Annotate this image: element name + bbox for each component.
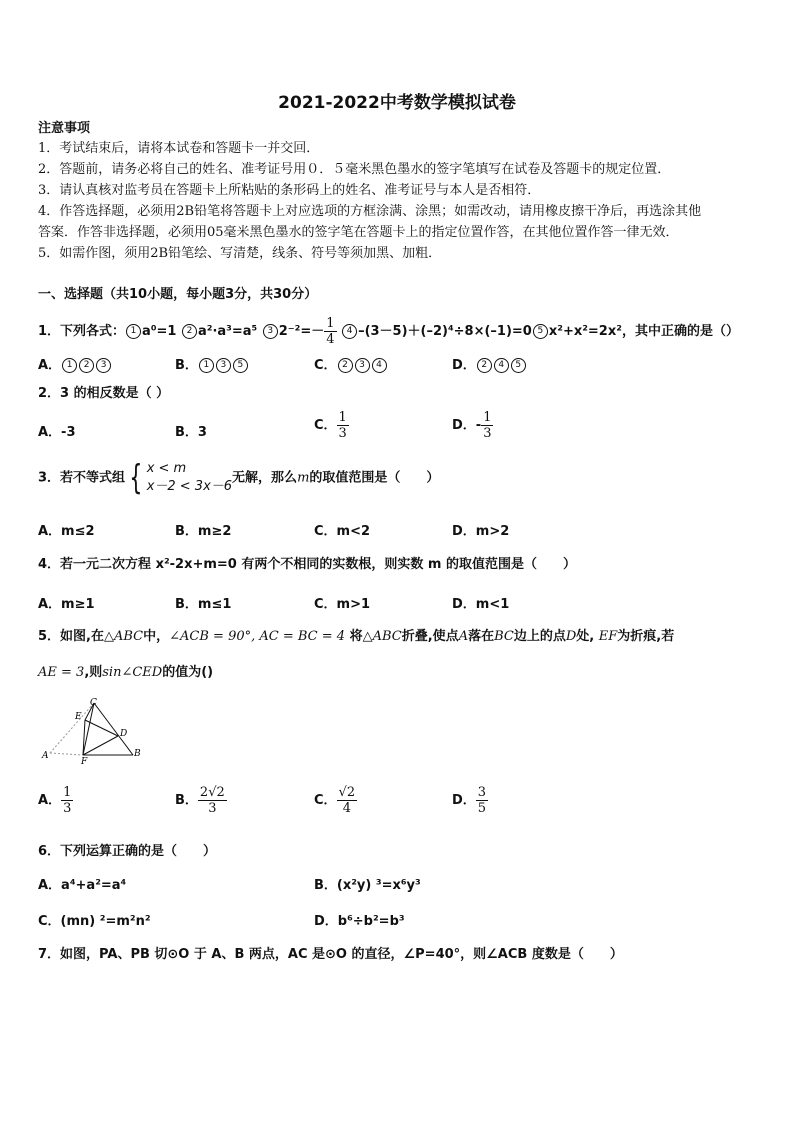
q1-option-b[interactable]	[175, 354, 249, 373]
q3-option-a[interactable]: A．m≤2	[38, 524, 95, 539]
circled-number: 3	[216, 358, 231, 373]
q2-option-d[interactable]	[452, 410, 493, 441]
q5-option-a[interactable]	[38, 785, 73, 816]
note-item: 答案．作答非选择题，必须用05毫米黑色墨水的签字笔在答题卡上的指定位置作答，在其他位置作答一律无效．	[38, 225, 679, 240]
q1-expr-1: a⁰=1	[142, 324, 177, 339]
fold-dashed-line	[50, 703, 94, 753]
circled-number: 3	[263, 324, 278, 339]
q1-suffix: ，其中正确的是（）	[621, 324, 739, 339]
note-item: 5．如需作图，须用2B铅笔绘、写清楚，线条、符号等须加黑、加粗．	[38, 246, 442, 261]
question-7-stem: 7．如图，PA、PB 切⊙O 于 A、B 两点，AC 是⊙O 的直径，∠P=40°，则∠ACB 度数是（ ）	[38, 947, 623, 962]
page-title: 2021-2022中考数学模拟试卷	[278, 93, 516, 113]
inequality-row: x－2 < 3x－6	[146, 479, 233, 494]
circled-number: 2	[477, 358, 492, 373]
q6-option-a[interactable]: A．a⁴+a²=a⁴	[38, 878, 127, 893]
option-label: D．-	[452, 418, 482, 433]
text: ,则	[84, 665, 103, 680]
question-5-stem-line1	[38, 628, 674, 646]
fraction-denominator: 5	[477, 801, 487, 816]
q1-expr-5: x²+x²=2x²	[548, 324, 622, 339]
point-label: C	[90, 698, 97, 708]
circled-number: 2	[79, 358, 94, 373]
fraction-numerator: 1	[63, 785, 72, 800]
note-item: 4．作答选择题，必须用2B铅笔将答题卡上对应选项的方框涂满、涂黑；如需改动，请用橡皮擦干净后，再选涂其他	[38, 204, 702, 219]
fraction	[61, 785, 73, 816]
q3-option-d[interactable]: D．m>2	[452, 524, 510, 539]
question-4-stem: 4．若一元二次方程 x²-2x+m=0 有两个不相同的实数根，则实数 m 的取值范围是（ ）	[38, 557, 576, 572]
circled-number: 4	[494, 358, 509, 373]
math: sin∠CED	[102, 665, 163, 680]
q5-option-c[interactable]	[314, 785, 357, 816]
fraction-numerator: 1	[483, 410, 492, 425]
fraction	[324, 316, 336, 347]
q4-option-d[interactable]: D．m<1	[452, 597, 510, 612]
text: 落在	[468, 629, 495, 644]
fraction	[476, 785, 488, 816]
text: 边上的点	[513, 629, 566, 644]
fraction-numerator: √2	[338, 785, 356, 800]
circled-number: 5	[533, 324, 548, 339]
q1-expr-4: –(3－5)＋(–2)⁴÷8×(–1)=0	[358, 324, 532, 339]
circled-number: 1	[62, 358, 77, 373]
math: △ABC	[362, 629, 402, 644]
notes-heading: 注意事项	[38, 121, 91, 136]
triangle-figure	[36, 696, 146, 764]
math: AE = 3	[38, 665, 85, 680]
q1-expr-3: 2⁻²=－	[278, 324, 325, 339]
circled-number: 2	[182, 324, 197, 339]
q1-expr-2: a²·a³=a⁵	[197, 324, 258, 339]
q3-suffix: 的取值范围是（ ）	[309, 470, 440, 486]
point-label: B	[134, 749, 141, 759]
option-label: A．	[38, 793, 62, 808]
note-item: 2．答题前，请务必将自己的姓名、准考证号用０．５毫米黑色墨水的签字笔填写在试卷及答题卡的规定位置．	[38, 162, 671, 177]
circled-number: 1	[199, 358, 214, 373]
brace-icon: {	[129, 458, 143, 498]
q3-option-c[interactable]: C．m<2	[314, 524, 371, 539]
q4-option-c[interactable]: C．m>1	[314, 597, 371, 612]
fraction-numerator: 1	[338, 410, 347, 425]
text: 的值为()	[162, 665, 214, 680]
triangle-side	[83, 736, 118, 755]
fraction-denominator: 3	[208, 801, 217, 816]
text: 为折痕,若	[617, 629, 675, 644]
circled-number: 4	[342, 324, 357, 339]
math: ∠ACB = 90°, AC = BC = 4	[169, 629, 346, 644]
circled-number: 3	[355, 358, 370, 373]
q4-option-a[interactable]: A．m≥1	[38, 597, 95, 612]
question-5-stem-line2	[38, 664, 213, 682]
fraction	[198, 785, 227, 816]
text: 折叠,使点	[401, 629, 459, 644]
q3-prefix: 3．若不等式组	[38, 470, 126, 486]
circled-number: 4	[372, 358, 387, 373]
fraction-denominator: 3	[338, 426, 347, 441]
q2-option-b[interactable]: B．3	[175, 425, 207, 440]
q5-option-d[interactable]	[452, 785, 488, 816]
option-label: C．	[314, 358, 337, 373]
question-2-stem: 2．3 的相反数是（ ）	[38, 386, 170, 401]
section-heading: 一、选择题（共10小题，每小题3分，共30分）	[38, 287, 318, 302]
circled-number: 1	[126, 324, 141, 339]
q3-mid: 无解，那么	[232, 470, 298, 486]
inequality-system	[125, 460, 232, 496]
circled-number: 3	[96, 358, 111, 373]
note-item: 3．请认真核对监考员在答题卡上所粘贴的条形码上的姓名、准考证号与本人是否相符．	[38, 183, 541, 198]
fraction	[337, 410, 349, 441]
math: BC	[494, 629, 514, 644]
q1-option-d[interactable]	[452, 354, 527, 373]
note-item: 1．考试结束后，请将本试卷和答题卡一并交回．	[38, 141, 320, 156]
point-label: D	[120, 729, 128, 739]
math: A	[458, 629, 469, 644]
option-label: C．	[314, 793, 337, 808]
fraction-denominator: 3	[483, 426, 492, 441]
circled-number: 2	[338, 358, 353, 373]
q6-option-d[interactable]: D．b⁶÷b²=b³	[314, 914, 405, 929]
text: 将	[349, 629, 363, 644]
q2-option-c[interactable]	[314, 410, 349, 441]
math: △ABC	[103, 629, 144, 644]
fraction-numerator: 3	[477, 785, 487, 800]
fraction-denominator: 4	[326, 332, 335, 347]
fraction	[481, 410, 493, 441]
fraction-denominator: 3	[63, 801, 72, 816]
point-label: E	[75, 712, 82, 722]
question-1-stem	[38, 316, 739, 347]
fraction-numerator: 2√2	[199, 785, 225, 800]
fold-dashed-line	[50, 753, 83, 755]
option-label: C．	[314, 418, 337, 433]
math: D	[565, 629, 577, 644]
q2-option-a[interactable]: A．-3	[38, 425, 76, 440]
text: 中，	[143, 629, 170, 644]
circled-number: 5	[511, 358, 526, 373]
q1-option-a[interactable]	[38, 354, 112, 373]
point-label: A	[42, 751, 49, 761]
text: 处,	[576, 629, 595, 644]
q6-option-c[interactable]: C．(mn) ²=m²n²	[38, 914, 151, 929]
question-6-stem: 6．下列运算正确的是（ ）	[38, 844, 217, 859]
q4-option-b[interactable]: B．m≤1	[175, 597, 232, 612]
fraction-denominator: 4	[342, 801, 351, 816]
inequality-row: x < m	[146, 461, 187, 476]
option-label: B．	[175, 793, 198, 808]
point-label: F	[81, 757, 88, 764]
option-label: D．	[452, 793, 476, 808]
math: EF	[598, 629, 618, 644]
q6-option-b[interactable]: B．(x²y) ³=x⁶y³	[314, 878, 421, 893]
option-label: B．	[175, 358, 198, 373]
question-3-stem	[38, 460, 439, 496]
q5-option-b[interactable]	[175, 785, 227, 816]
q3-option-b[interactable]: B．m≥2	[175, 524, 232, 539]
option-label: A．	[38, 358, 62, 373]
text: 5．如图,在	[38, 629, 104, 644]
q3-variable: m	[297, 470, 310, 486]
circled-number: 5	[233, 358, 248, 373]
q1-option-c[interactable]	[314, 354, 388, 373]
fraction	[337, 785, 358, 816]
q1-prefix: 1．下列各式：	[38, 324, 126, 339]
option-label: D．	[452, 358, 476, 373]
fraction-numerator: 1	[326, 316, 335, 331]
